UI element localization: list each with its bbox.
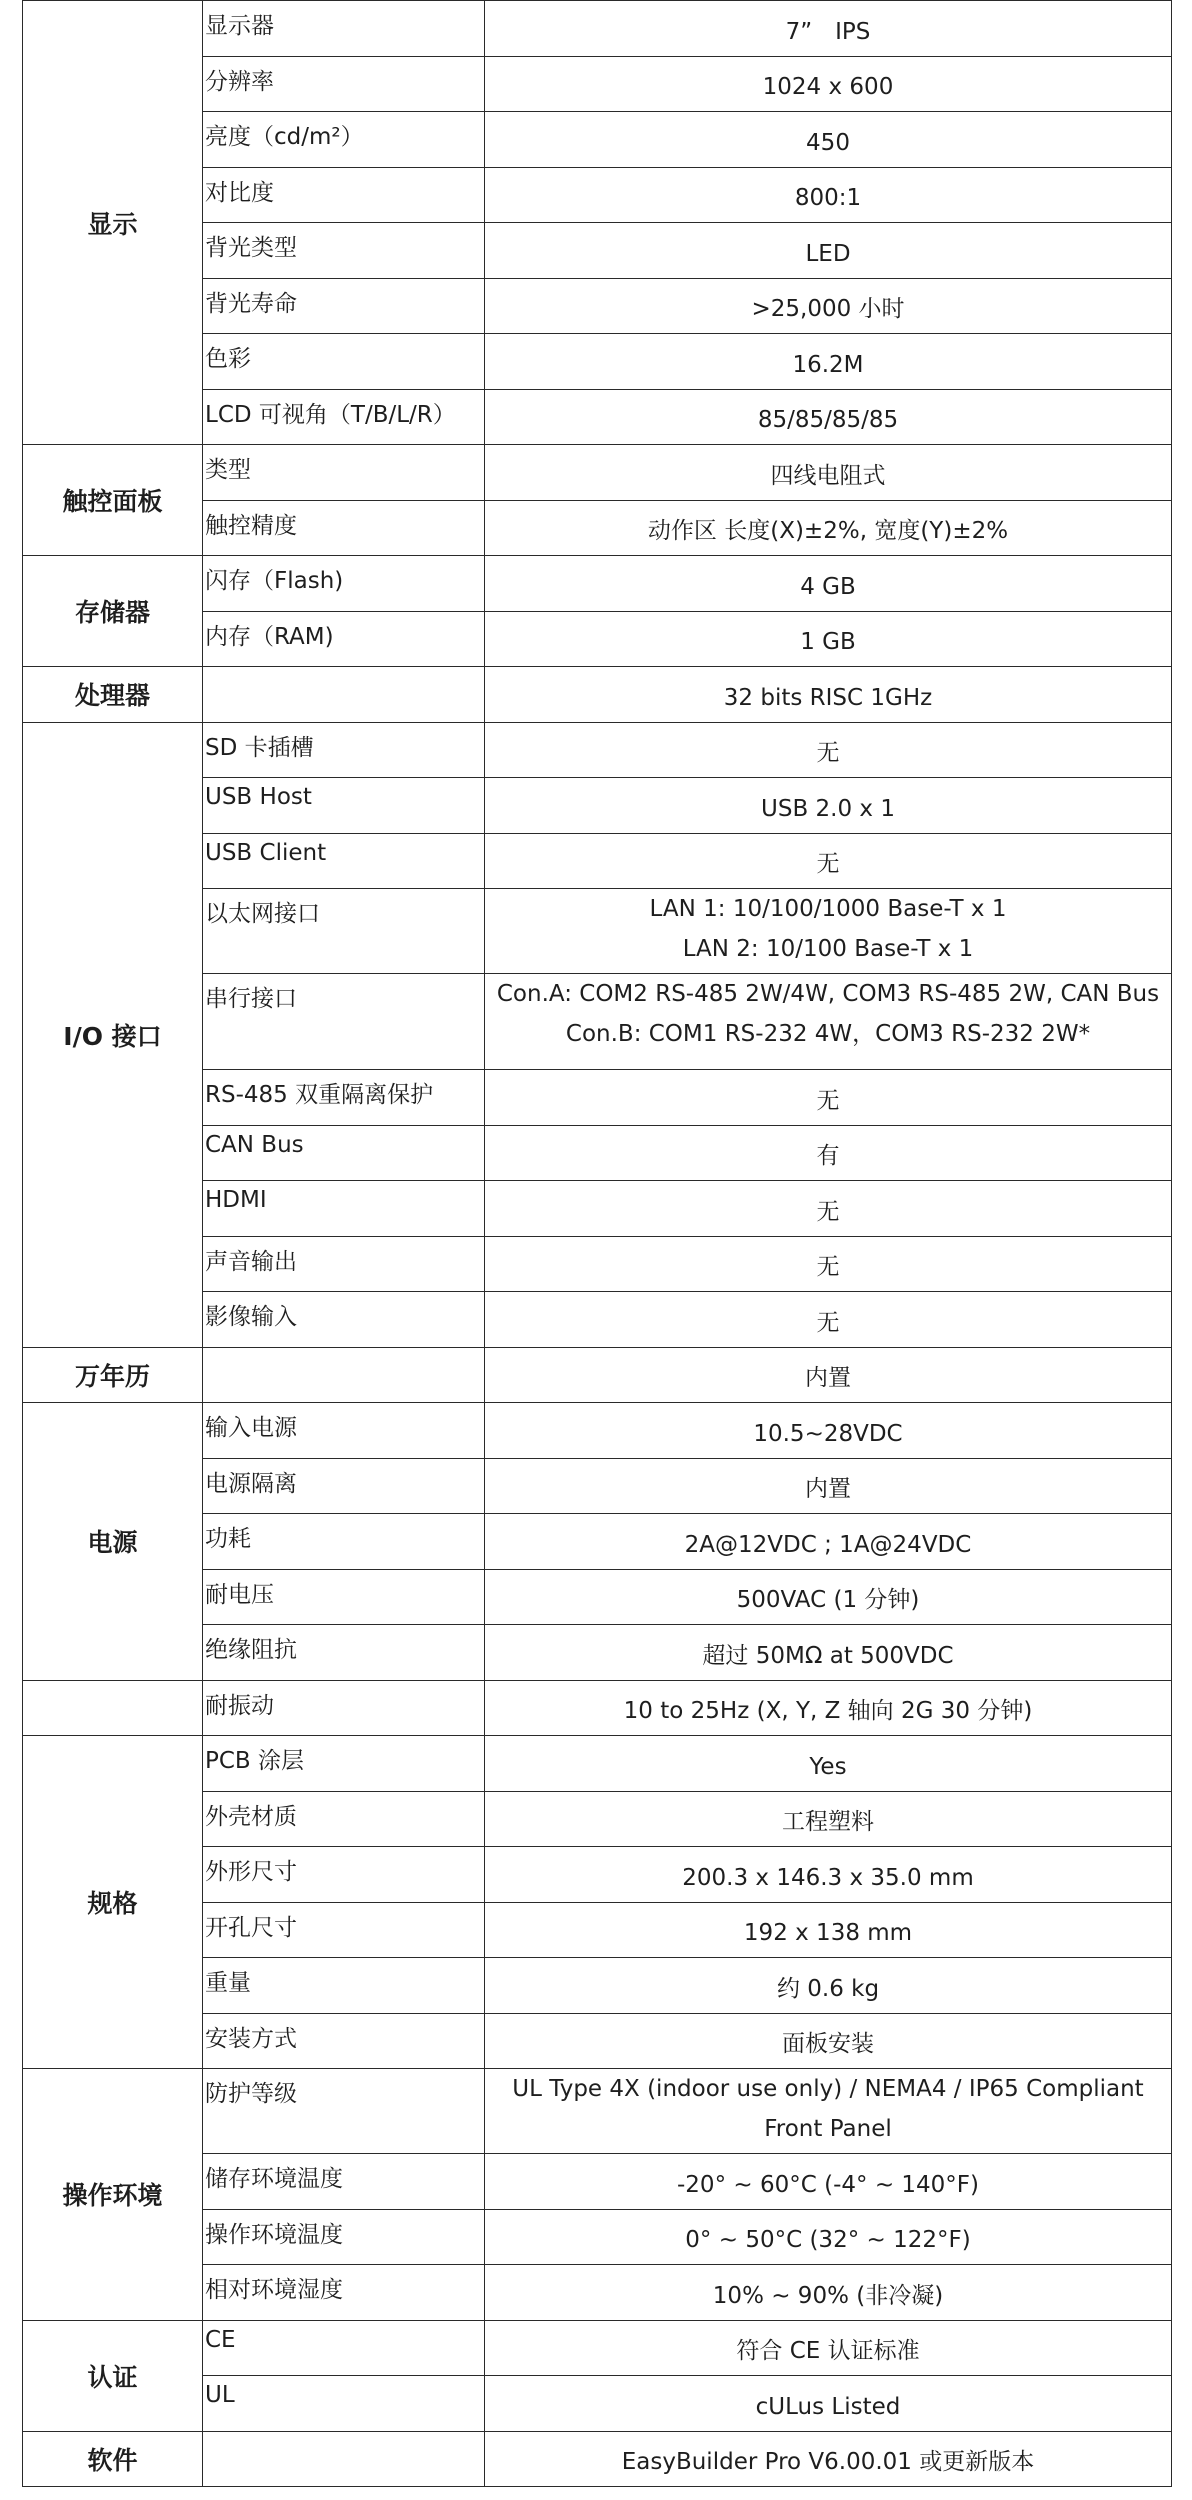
spec-label: HDMI — [203, 1181, 485, 1237]
spec-label: CE — [203, 2320, 485, 2376]
spec-value — [485, 1847, 1172, 1903]
spec-value-line: 1 GB — [800, 629, 856, 655]
spec-label: 输入电源 — [203, 1403, 485, 1459]
spec-value-line: Front Panel — [764, 2116, 892, 2142]
spec-value-line: 7” IPS — [785, 18, 871, 45]
spec-value — [485, 722, 1172, 778]
spec-value — [485, 1902, 1172, 1958]
spec-row — [23, 2320, 1172, 2376]
spec-value — [485, 2013, 1172, 2069]
spec-value — [485, 2069, 1172, 2154]
spec-row — [23, 1347, 1172, 1403]
spec-label: 类型 — [203, 445, 485, 501]
spec-value — [485, 1569, 1172, 1625]
category-cell: 万年历 — [23, 1347, 203, 1403]
spec-value-line: Yes — [809, 1753, 847, 1780]
spec-label: 闪存（Flash) — [203, 556, 485, 612]
spec-value — [485, 2431, 1172, 2487]
spec-value — [485, 1070, 1172, 1126]
spec-value-line: 500VAC (1 分钟) — [736, 1587, 920, 1613]
spec-value — [485, 2265, 1172, 2321]
spec-label: 功耗 — [203, 1514, 485, 1570]
spec-label: 开孔尺寸 — [203, 1902, 485, 1958]
category-cell — [23, 1680, 203, 1736]
spec-table-body — [23, 1, 1172, 2487]
spec-label: 耐电压 — [203, 1569, 485, 1625]
spec-label: UL — [203, 2376, 485, 2432]
spec-value — [485, 2209, 1172, 2265]
spec-value — [485, 112, 1172, 168]
spec-label: 电源隔离 — [203, 1458, 485, 1514]
category-cell: I/O 接口 — [23, 722, 203, 1347]
spec-value-line: 符合 CE 认证标准 — [736, 2338, 920, 2364]
spec-value — [485, 56, 1172, 112]
spec-row — [23, 1736, 1172, 1792]
spec-value-line: 16.2M — [792, 351, 864, 378]
spec-value — [485, 500, 1172, 556]
spec-label: 对比度 — [203, 167, 485, 223]
spec-value-line: 85/85/85/85 — [757, 407, 899, 433]
spec-row — [23, 667, 1172, 723]
spec-label: CAN Bus — [203, 1125, 485, 1181]
spec-value-line: 10% ~ 90% (非冷凝) — [712, 2282, 944, 2309]
spec-row — [23, 2431, 1172, 2487]
spec-value-line: 有 — [816, 1143, 840, 1169]
spec-value-line: 动作区 长度(X)±2%, 宽度(Y)±2% — [647, 518, 1009, 544]
spec-label: 亮度（cd/m²） — [203, 112, 485, 168]
spec-label: 耐振动 — [203, 1680, 485, 1736]
spec-value — [485, 1625, 1172, 1681]
spec-value — [485, 974, 1172, 1070]
spec-value-line: LED — [805, 240, 851, 267]
spec-value — [485, 2320, 1172, 2376]
spec-value — [485, 1736, 1172, 1792]
spec-label: LCD 可视角（T/B/L/R） — [203, 389, 485, 445]
spec-value — [485, 1236, 1172, 1292]
spec-value — [485, 1292, 1172, 1348]
spec-label: 内存（RAM) — [203, 611, 485, 667]
category-cell: 规格 — [23, 1736, 203, 2069]
category-cell: 显示 — [23, 1, 203, 445]
spec-value-line: 无 — [816, 1309, 840, 1336]
spec-label: 重量 — [203, 1958, 485, 2014]
category-cell: 存储器 — [23, 556, 203, 667]
spec-label: 显示器 — [203, 1, 485, 57]
spec-label — [203, 1347, 485, 1403]
spec-value — [485, 167, 1172, 223]
spec-table — [22, 0, 1172, 2487]
spec-value — [485, 1181, 1172, 1237]
spec-value — [485, 1958, 1172, 2014]
spec-value-line: 无 — [816, 1198, 840, 1225]
spec-value-line: USB 2.0 x 1 — [761, 795, 895, 822]
spec-label: 背光类型 — [203, 223, 485, 279]
spec-value — [485, 223, 1172, 279]
spec-value — [485, 1514, 1172, 1570]
spec-value — [485, 889, 1172, 974]
spec-value — [485, 1680, 1172, 1736]
spec-value-line: 450 — [806, 129, 850, 156]
spec-value-line: LAN 2: 10/100 Base-T x 1 — [682, 936, 974, 962]
spec-value-line: 4 GB — [800, 573, 856, 600]
spec-value-line: >25,000 小时 — [751, 296, 905, 322]
spec-label: 串行接口 — [203, 974, 485, 1070]
spec-value-line: 2A@12VDC ; 1A@24VDC — [684, 1531, 972, 1558]
spec-row — [23, 1680, 1172, 1736]
spec-label: 色彩 — [203, 334, 485, 390]
spec-row — [23, 722, 1172, 778]
spec-value-line: 四线电阻式 — [770, 462, 886, 489]
spec-value-line: 0° ~ 50°C (32° ~ 122°F) — [685, 2227, 971, 2253]
spec-label: 绝缘阻抗 — [203, 1625, 485, 1681]
spec-value — [485, 389, 1172, 445]
spec-value — [485, 445, 1172, 501]
spec-value — [485, 2376, 1172, 2432]
spec-value-line: EasyBuilder Pro V6.00.01 或更新版本 — [621, 2449, 1035, 2475]
category-cell: 触控面板 — [23, 445, 203, 556]
spec-label: 以太网接口 — [203, 889, 485, 974]
spec-value-line: LAN 1: 10/100/1000 Base-T x 1 — [649, 896, 1007, 922]
spec-value — [485, 1458, 1172, 1514]
spec-value-line: 1024 x 600 — [762, 74, 894, 100]
spec-value-line: 无 — [816, 1087, 840, 1114]
spec-value-line: 无 — [816, 1254, 840, 1280]
spec-label: SD 卡插槽 — [203, 722, 485, 778]
spec-label: 相对环境湿度 — [203, 2265, 485, 2321]
spec-label: 影像输入 — [203, 1292, 485, 1348]
spec-label: 背光寿命 — [203, 278, 485, 334]
spec-row — [23, 1403, 1172, 1459]
spec-value — [485, 1347, 1172, 1403]
spec-label — [203, 667, 485, 723]
spec-label: 操作环境温度 — [203, 2209, 485, 2265]
spec-label: 安装方式 — [203, 2013, 485, 2069]
spec-value — [485, 833, 1172, 889]
category-cell: 处理器 — [23, 667, 203, 723]
spec-value — [485, 611, 1172, 667]
spec-value — [485, 1, 1172, 57]
spec-label: 外形尺寸 — [203, 1847, 485, 1903]
spec-value — [485, 778, 1172, 834]
spec-value — [485, 278, 1172, 334]
spec-value-line: cULus Listed — [755, 2393, 901, 2420]
spec-label: PCB 涂层 — [203, 1736, 485, 1792]
spec-value-line: 无 — [816, 851, 840, 877]
spec-value — [485, 556, 1172, 612]
spec-value-line: Con.B: COM1 RS-232 4W，COM3 RS-232 2W* — [565, 1021, 1091, 1047]
spec-value — [485, 667, 1172, 723]
spec-value — [485, 1125, 1172, 1181]
spec-value-line: 800:1 — [794, 185, 862, 211]
spec-label: USB Host — [203, 778, 485, 834]
spec-value-line: 约 0.6 kg — [776, 1975, 880, 2002]
spec-value — [485, 334, 1172, 390]
spec-value-line: 内置 — [805, 1365, 851, 1391]
spec-value-line: 无 — [816, 740, 840, 766]
spec-label — [203, 2431, 485, 2487]
spec-row — [23, 556, 1172, 612]
spec-value — [485, 1403, 1172, 1459]
category-cell: 操作环境 — [23, 2069, 203, 2321]
spec-row — [23, 445, 1172, 501]
spec-value-line: 内置 — [805, 1476, 851, 1502]
spec-value-line: -20° ~ 60°C (-4° ~ 140°F) — [677, 2171, 979, 2198]
category-cell: 认证 — [23, 2320, 203, 2431]
spec-value-line: 32 bits RISC 1GHz — [723, 684, 933, 711]
spec-value-line: 192 x 138 mm — [743, 1920, 913, 1946]
spec-label: 分辨率 — [203, 56, 485, 112]
spec-value — [485, 2154, 1172, 2210]
category-cell: 软件 — [23, 2431, 203, 2487]
spec-value — [485, 1791, 1172, 1847]
spec-value-line: Con.A: COM2 RS-485 2W/4W, COM3 RS-485 2W, CAN Bus — [496, 981, 1160, 1007]
spec-label: 触控精度 — [203, 500, 485, 556]
spec-value-line: UL Type 4X (indoor use only) / NEMA4 / IP65 Compliant — [512, 2076, 1144, 2102]
spec-value-line: 面板安装 — [782, 2031, 874, 2057]
spec-value-line: 200.3 x 146.3 x 35.0 mm — [682, 1864, 974, 1891]
spec-label: 外壳材质 — [203, 1791, 485, 1847]
spec-label: 声音输出 — [203, 1236, 485, 1292]
spec-label: 防护等级 — [203, 2069, 485, 2154]
spec-label: 储存环境温度 — [203, 2154, 485, 2210]
spec-value-line: 10.5~28VDC — [753, 1420, 903, 1447]
spec-value-line: 超过 50MΩ at 500VDC — [702, 1642, 954, 1669]
category-cell: 电源 — [23, 1403, 203, 1681]
spec-value-line: 10 to 25Hz (X, Y, Z 轴向 2G 30 分钟) — [623, 1698, 1033, 1724]
spec-row — [23, 1, 1172, 57]
spec-value-line: 工程塑料 — [782, 1809, 874, 1835]
spec-label: RS-485 双重隔离保护 — [203, 1070, 485, 1126]
spec-label: USB Client — [203, 833, 485, 889]
spec-row — [23, 2069, 1172, 2154]
